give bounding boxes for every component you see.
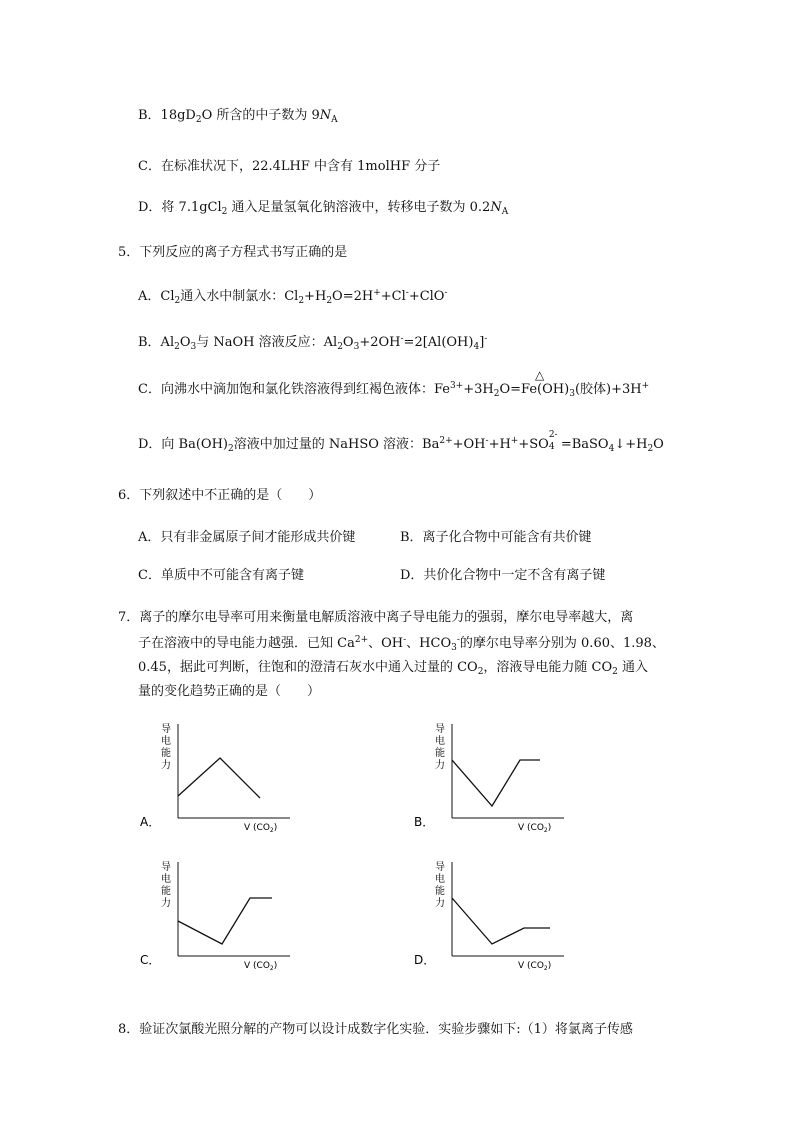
q5b-s4: 3: [353, 342, 360, 352]
q7-graph-c: [140, 856, 300, 971]
q5b-sup2: -: [484, 334, 488, 344]
q4-d-sub: 2: [221, 207, 228, 217]
q5c-t5: (胶体)+3H: [574, 382, 642, 397]
q5c-t1: C．向沸水中滴加饱和氯化铁溶液得到红褐色液体：Fe: [138, 382, 450, 397]
q5c-heat-arrow: [510, 368, 570, 397]
q5d-t3: +OH: [452, 437, 486, 452]
q5d-sulfate-charge: [548, 430, 561, 452]
q4-option-c: C．在标准状况下，22.4LHF 中含有 1molHF 分子: [138, 159, 441, 174]
q5a-t4: O=2H: [332, 289, 374, 304]
y-axis-label-char: 力: [435, 898, 445, 909]
conductivity-curve: [178, 758, 260, 798]
q7-graph-d: [414, 856, 574, 971]
q7-line-2: [138, 632, 665, 653]
q6-stem: 6．下列叙述中不正确的是（ ）: [118, 488, 322, 503]
q5-option-d: [138, 430, 664, 454]
graph-option-label: B．: [414, 815, 435, 829]
q4-b-na-sub: A: [331, 115, 338, 125]
q7-l2-sup1: 2+: [354, 635, 369, 645]
q7-l2-t3: 、HCO: [406, 636, 452, 651]
q7-l2-sub: 3: [451, 643, 457, 653]
q5a-sup1: +: [373, 288, 381, 298]
q5d-t2: 溶液中加过量的 NaHSO 溶液：Ba: [233, 437, 440, 452]
q5d-s6: 2: [647, 444, 654, 454]
q5b-t3: 与 NaOH 溶液反应：Al: [196, 335, 338, 350]
y-axis-label-char: 导: [161, 724, 171, 735]
q4-option-b: [138, 104, 338, 125]
q5b-s1: 2: [174, 342, 180, 352]
q7-line-3: [138, 656, 648, 677]
graph-svg: [140, 856, 300, 971]
q5-option-a: [138, 285, 448, 306]
q5a-t3: +H: [304, 289, 327, 304]
x-axis-label: V $(CO_2)$: [518, 823, 552, 833]
q4-d-na: N: [490, 200, 502, 215]
q5b-t1: B．Al: [138, 335, 175, 350]
q7-l2-sup2: -: [403, 635, 407, 645]
y-axis-label-char: 能: [161, 886, 171, 897]
conductivity-curve: [178, 898, 272, 944]
y-axis-label-char: 导: [435, 724, 445, 735]
q7-l3-sub1: 2: [477, 667, 484, 677]
q5b-t7: ]: [479, 335, 485, 350]
q5b-s2: 3: [190, 342, 197, 352]
q7-l3-t2: ，溶液导电能力随 CO: [483, 660, 613, 675]
q5b-sup1: -: [400, 334, 404, 344]
q5d-t1: D．向 Ba(OH): [138, 437, 228, 452]
conductivity-curve: [452, 760, 540, 806]
y-axis-label-char: 电: [435, 736, 445, 747]
q5b-t2: O: [179, 335, 191, 350]
heat-triangle-icon: △: [535, 368, 545, 382]
x-axis-label: V $(CO_2)$: [518, 961, 552, 971]
y-axis-label-char: 能: [435, 748, 445, 759]
q5c-t3: O: [499, 382, 511, 397]
q7-line-1: 7．离子的摩尔电导率可用来衡量电解质溶液中离子导电能力的强弱，摩尔电导率越大，离: [118, 610, 634, 625]
y-axis-label-char: 导: [161, 862, 171, 873]
q6-option-a: A．只有非金属原子间才能形成共价键: [138, 530, 356, 545]
q5d-s5: 4: [608, 444, 615, 454]
graph-option-label: C．: [140, 953, 161, 967]
q5b-t4: O: [342, 335, 354, 350]
q7-l2-sup3: -: [456, 635, 460, 645]
y-axis-label-char: 力: [435, 760, 445, 771]
q5d-sup3: +: [510, 436, 519, 446]
y-axis-label-char: 导: [435, 862, 445, 873]
q7-l3-t1: 0.45，据此可判断，往饱和的澄清石灰水中通入过量的 CO: [138, 660, 478, 675]
q5b-s3: 2: [337, 342, 343, 352]
x-axis-label: V $(CO_2)$: [244, 961, 278, 971]
q7-graph-a: [140, 718, 300, 833]
q4-b-text1: B．18gD: [138, 108, 196, 123]
q5d-sup2: -: [485, 436, 489, 446]
q4-d-text2: 通入足量氢氧化钠溶液中，转移电子数为 0.2: [227, 200, 491, 215]
q5-stem: 5．下列反应的离子方程式书写正确的是: [118, 245, 348, 260]
q5a-t6: +ClO: [408, 289, 445, 304]
q7-line-4: 量的变化趋势正确的是（ ）: [138, 684, 321, 699]
q4-d-text1: D．将 7.1gCl: [138, 200, 222, 215]
graph-svg: [140, 718, 300, 833]
q5c-t2: +3H: [463, 382, 494, 397]
q7-l3-sub2: 2: [612, 667, 618, 677]
q4-d-na-sub: A: [501, 207, 509, 217]
q5d-t7: ↓+H: [614, 437, 648, 452]
q5d-s4: 4: [548, 442, 555, 452]
q5d-sup1: 2+: [439, 436, 453, 446]
graph-svg: [414, 718, 574, 833]
q5c-s2: 3: [569, 389, 575, 399]
q5d-s1: 2: [228, 444, 234, 454]
q5b-s5: 4: [473, 342, 480, 352]
q5b-t6: =2[Al(OH): [403, 335, 474, 350]
q5-option-b: [138, 331, 487, 352]
q5a-s2: 2: [298, 296, 305, 306]
q5a-sup3: -: [444, 288, 448, 298]
q6-option-b: B．离子化合物中可能含有共价键: [400, 530, 592, 545]
q4-b-text2: O 所含的中子数为 9: [201, 108, 320, 123]
q4-option-d: [138, 196, 508, 217]
x-axis-label: V $(CO_2)$: [244, 823, 278, 833]
graph-svg: [414, 856, 574, 971]
q5a-s1: 2: [174, 296, 181, 306]
q7-l2-t1: 子在溶液中的导电能力越强．已知 Ca: [138, 636, 355, 651]
q5a-t1: A．Cl: [138, 289, 175, 304]
q5-option-c: [138, 368, 650, 399]
q6-option-d: D．共价化合物中一定不含有离子键: [400, 568, 606, 583]
q5c-t4: =Fe(OH): [510, 382, 570, 397]
q5a-sup2: -: [405, 288, 409, 298]
y-axis-label-char: 能: [435, 886, 445, 897]
q7-l2-t2: 、OH: [368, 636, 404, 651]
q4-b-na: N: [319, 108, 332, 123]
q8-line-1: 8．验证次氯酸光照分解的产物可以设计成数字化实验．实验步骤如下:（1）将氯离子传感: [118, 1022, 633, 1037]
q5d-t8: O: [653, 437, 664, 452]
q5c-s1: 2: [493, 389, 500, 399]
conductivity-curve: [452, 898, 550, 944]
y-axis-label-char: 电: [161, 874, 171, 885]
graph-option-label: A．: [140, 815, 161, 829]
graph-option-label: D．: [414, 953, 436, 967]
q5a-t2: 通入水中制氯水：Cl: [180, 289, 299, 304]
q7-l3-t3: 通入: [617, 660, 649, 675]
y-axis-label-char: 电: [435, 874, 445, 885]
q7-l2-t4: 的摩尔电导率分别为 0.60、1.98、: [459, 636, 665, 651]
y-axis-label-char: 力: [161, 760, 171, 771]
q5c-sup2: +: [641, 381, 650, 391]
y-axis-label-char: 电: [161, 736, 171, 747]
q5c-sup1: 3+: [449, 381, 464, 391]
q5d-t5: +SO: [518, 437, 549, 452]
q5b-t5: +2OH: [359, 335, 401, 350]
q5d-t4: +H: [488, 437, 511, 452]
q5a-s3: 2: [326, 296, 333, 306]
y-axis-label-char: 能: [161, 748, 171, 759]
q5d-sup4: 2-: [548, 430, 558, 440]
q7-graph-b: [414, 718, 574, 833]
q5d-t6: =BaSO: [560, 437, 609, 452]
q5a-t5: +Cl: [380, 289, 406, 304]
q4-b-sub: 2: [195, 115, 202, 125]
y-axis-label-char: 力: [161, 898, 171, 909]
q6-option-c: C．单质中不可能含有离子键: [138, 568, 304, 583]
